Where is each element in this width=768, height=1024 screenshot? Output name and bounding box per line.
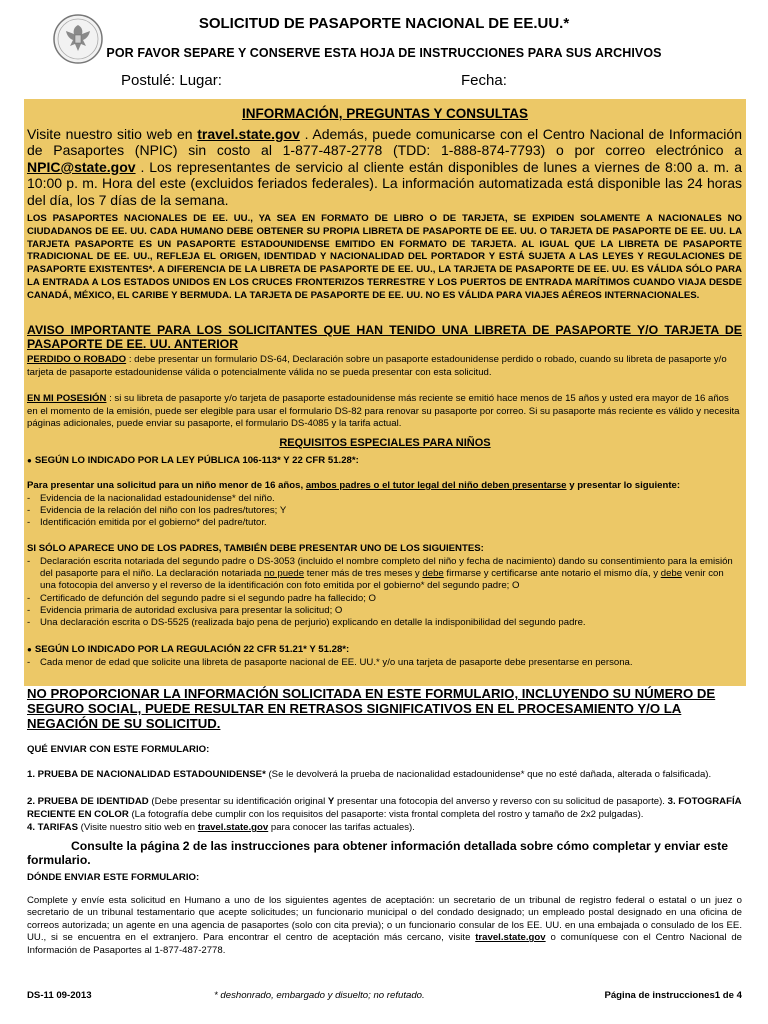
- send-item-2-3: 2. PRUEBA DE IDENTIDAD (Debe presentar su identificación original Y presentar una fotocopia del anverso y reverso con su solicitud de pasaporte). 3. FOTOGRAFÍA RECIENTE EN COLOR (La fotografía debe cumplir con los requisitos del pasaporte: vista frontal completa del rostro y tamaño de 2x2 pulgadas).: [27, 796, 742, 820]
- acceptance-website-link[interactable]: travel.state.gov: [475, 932, 546, 944]
- one-parent-list: [27, 556, 742, 629]
- regulation-51-21-heading: ● SEGÚN LO INDICADO POR LA REGULACIÓN 22 CFR 51.21* Y 51.28*:: [27, 644, 742, 657]
- list-item: - Identificación emitida por el gobierno* del padre/tutor.: [27, 517, 742, 529]
- passport-notice-paragraph: LOS PASAPORTES NACIONALES DE EE. UU., YA SEA EN FORMATO DE LIBRO O DE TARJETA, SE EXPIDEN SOLAMENTE A NACIONALES NO CIUDADANOS DE EE. UU. CADA HUMANO DEBE OBTENER SU PROPIA LIBRETA DE PASAPORTE DE EE. UU. O TARJETA DE PASAPORTE DE EE. UU. LA TARJETA PASAPORTE ES UN PASAPORTE ESTADOUNIDENSE EMITIDO EN FORMATO DE TARJETA. AL IGUAL QUE LA LIBRETA DE PASAPORTE TRADICIONAL DE EE. UU., REFLEJA EL ORIGEN, IDENTIDAD Y NACIONALIDAD DEL PORTADOR Y ESTÁ SUJETA A LAS LEYES Y REGULACIONES DE PASAPORTE EXISTENTES*. A DIFERENCIA DE LA LIBRETA DE PASAPORTE DE EE. UU., LA TARJETA DE PASAPORTE DE EE. UU. ES VÁLIDA SÓLO PARA LA ENTRADA A LOS ESTADOS UNIDOS EN LOS CRUCES FRONTERIZOS TERRESTRE Y LOS PUERTOS DE ENTRADA MARÍTIMOS CUANDO VIAJA DESDE CANADÁ, MÉXICO, EL CARIBE Y BERMUDA. LA TARJETA DE PASAPORTE DE EE. UU. NO ES VÁLIDA PARA VIAJES AÉREOS INTERNACIONALES.: [27, 213, 742, 301]
- info-section-title: INFORMACIÓN, PREGUNTAS Y CONSULTAS: [241, 106, 528, 121]
- under-16-list: [27, 493, 742, 530]
- page-subtitle: POR FAVOR SEPARE Y CONSERVE ESTA HOJA DE INSTRUCCIONES PARA SUS ARCHIVOS: [106, 46, 662, 60]
- law-106-113-heading: ● SEGÚN LO INDICADO POR LA LEY PÚBLICA 106-113* Y 22 CFR 51.28*:: [27, 455, 742, 468]
- send-item-1: 1. PRUEBA DE NACIONALIDAD ESTADOUNIDENSE* (Se le devolverá la prueba de nacionalidad estadounidense* que no esté dañada, alterada o falsificada).: [27, 769, 712, 780]
- info-intro-paragraph: Visite nuestro sitio web en travel.state.gov . Además, puede comunicarse con el Centro Nacional de Información de Pasaportes (NPIC) sin costo al 1-877-487-2778 (TDD: 1-888-874-7793) o por correo electrónico a NPIC@state.gov . Los representantes de servicio al cliente están disponibles de lunes a viernes de 8:00 a. m. a 10:00 p. m. Hora del este (excluidos feriados federales). La información automatizada está disponible las 24 horas del día, los 7 días de la semana.: [27, 126, 742, 208]
- where-to-send-title: DÓNDE ENVIAR ESTE FORMULARIO:: [27, 872, 200, 883]
- lost-stolen-paragraph: PERDIDO O ROBADO : debe presentar un formulario DS-64, Declaración sobre un pasaporte estadounidense perdido o robado, cuando su libreta de pasaporte y/o tarjeta de pasaporte estadounidense válida o potencialmente válida no se pueda presentar con esta solicitud.: [27, 354, 727, 378]
- page-number: Página de instrucciones1 de 4: [604, 990, 742, 1001]
- list-item: - Evidencia primaria de autoridad exclusiva para presentar la solicitud; O: [27, 605, 742, 617]
- email-link[interactable]: NPIC@state.gov: [27, 158, 136, 175]
- list-item: - Declaración escrita notariada del segundo padre o DS-3053 (incluido el nombre completo del niño y fecha de nacimiento) dando su consentimiento para la emisión del pasaporte para el niño. La declaración notariada no puede tener más de tres meses y debe firmarse y certificarse ante notario el mismo día, y debe venir con una fotocopia del anverso y el reverso de la identificación con foto emitida por el gobierno* del segundo padre; O: [27, 556, 742, 593]
- list-item: - Evidencia de la relación del niño con los padres/tutores; Y: [27, 505, 742, 517]
- what-to-send-title: QUÉ ENVIAR CON ESTE FORMULARIO:: [27, 744, 210, 755]
- under-16-heading: Para presentar una solicitud para un niño menor de 16 años, ambos padres o el tutor legal del niño deben presentarse y presentar lo siguiente:: [27, 480, 681, 491]
- send-item-4: 4. TARIFAS (Visite nuestro sitio web en travel.state.gov para conocer las tarifas actuales).: [27, 822, 415, 833]
- footnote: * deshonrado, embargado y disuelto; no refutado.: [214, 990, 425, 1001]
- consult-page-2-note: Consulte la página 2 de las instrucciones para obtener información detallada sobre cómo completar y enviar este formulario.: [27, 839, 728, 868]
- applied-place-label: Postulé: Lugar:: [121, 72, 222, 89]
- in-possession-paragraph: EN MI POSESIÓN : si su libreta de pasaporte y/o tarjeta de pasaporte estadounidense más reciente se emitió hace menos de 15 años y usted era mayor de 16 años en el momento de la emisión, puede ser elegible para usar el formulario DS-82 para renovar su pasaporte por correo. Si su pasaporte más reciente es válido y necesita páginas adicionales, puede enviar su pasaporte, el formulario DS-4085 y la tarifa actual.: [27, 393, 740, 430]
- form-id: DS-11 09-2013: [27, 990, 92, 1001]
- children-section-title: REQUISITOS ESPECIALES PARA NIÑOS: [279, 437, 491, 449]
- fees-website-link[interactable]: travel.state.gov: [197, 822, 269, 833]
- list-item: - Una declaración escrita o DS-5525 (realizada bajo pena de perjurio) explicando en detalle la indisponibilidad del segundo padre.: [27, 617, 742, 629]
- list-item: - Certificado de defunción del segundo padre si el segundo padre ha fallecido; O: [27, 593, 742, 605]
- where-to-send-paragraph: Complete y envíe esta solicitud en Humano a uno de los siguientes agentes de aceptación: un secretario de un tribunal de registro federal o estatal o un juez o secretario de un tribunal testamentario que acepte solicitudes; un funcionario municipal o del condado designado; un empleado postal designado en una oficina de correos autorizada; un agente en una agencia de pasaportes (solo con cita previa); o un funcionario consular de los EE. UU. en una embajada o consulado de los EE. UU., si se encuentra en el extranjero. Para encontrar el centro de aceptación más cercano, visite travel.state.gov o comuníquese con el Centro Nacional de Información de Pasaportes al 1-877-487-2778.: [27, 895, 743, 956]
- one-parent-heading: SI SÓLO APARECE UNO DE LOS PADRES, TAMBIÉN DEBE PRESENTAR UNO DE LOS SIGUIENTES:: [27, 543, 484, 554]
- list-item: - Cada menor de edad que solicite una libreta de pasaporte nacional de EE. UU.* y/o una tarjeta de pasaporte debe presentarse en persona.: [27, 657, 742, 669]
- ssn-warning: NO PROPORCIONAR LA INFORMACIÓN SOLICITADA EN ESTE FORMULARIO, INCLUYENDO SU NÚMERO DE SEGURO SOCIAL, PUEDE RESULTAR EN RETRASOS SIGNIFICATIVOS EN EL PROCESAMIENTO Y/O LA NEGACIÓN DE SU SOLICITUD.: [27, 686, 716, 732]
- list-item: - Evidencia de la nacionalidad estadounidense* del niño.: [27, 493, 742, 505]
- page-title: SOLICITUD DE PASAPORTE NACIONAL DE EE.UU.*: [198, 15, 570, 32]
- website-link[interactable]: travel.state.gov: [197, 126, 300, 142]
- aviso-title: AVISO IMPORTANTE PARA LOS SOLICITANTES QUE HAN TENIDO UNA LIBRETA DE PASAPORTE Y/O TARJETA DE PASAPORTE DE EE. UU. ANTERIOR: [27, 323, 742, 351]
- date-label: Fecha:: [461, 72, 507, 89]
- in-person-list: [27, 657, 742, 669]
